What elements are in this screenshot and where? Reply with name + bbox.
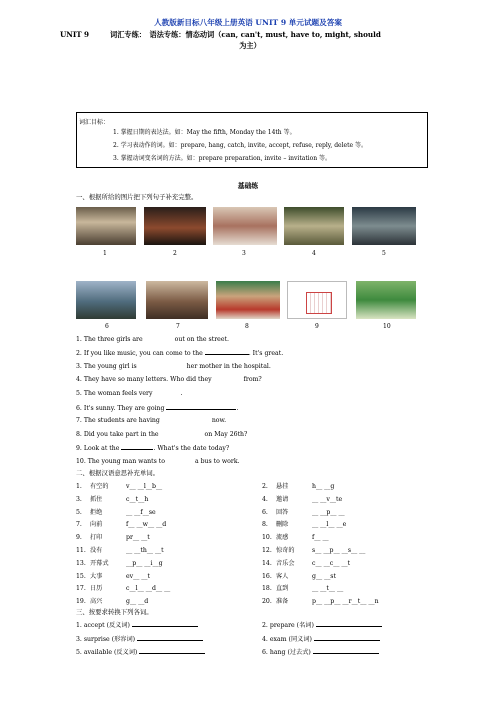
answer-blank[interactable]	[139, 647, 205, 654]
vocab-item-7: 7. 向前 f__ __w__ __d	[76, 521, 167, 529]
sentence-10: 10. The young man wants to a bus to work.	[76, 458, 240, 465]
conversion-item: 4. exam (同义词)	[262, 634, 380, 643]
blank[interactable]	[162, 416, 210, 422]
subtitle-parts: 词汇专练： 语法专练：情态动词（can, can't, must, have to, might, should	[110, 30, 381, 39]
sentence-3: 3. The young girl is her mother in the hospital.	[76, 363, 271, 370]
word-blank[interactable]: pr__ __t	[126, 534, 150, 542]
picture-cycling	[76, 281, 136, 319]
blank[interactable]	[214, 375, 242, 381]
sentence-7: 7. The students are having now.	[76, 417, 227, 424]
conversion-item: 1. accept (反义词)	[76, 620, 198, 629]
word-blank[interactable]: p__ __p__ __r__t__ __n	[312, 598, 379, 606]
blank[interactable]	[205, 348, 249, 355]
conversion-item: 5. available (反义词)	[76, 647, 205, 656]
sentence-8: 8. Did you take part in the on May 26th?	[76, 431, 248, 438]
word-blank[interactable]: h__ __g	[312, 483, 335, 490]
answer-blank[interactable]	[137, 634, 203, 641]
vocab-item-9: 9. 打印 pr__ __t	[76, 534, 150, 542]
word-blank[interactable]: c__t__h	[126, 495, 149, 503]
conversion-item: 2. prepare (名词)	[262, 620, 382, 629]
word-blank[interactable]: __ __th__ __t	[126, 547, 164, 554]
word-blank[interactable]: s__ __p__ __s__ __	[312, 547, 366, 554]
vocab-item-15: 15. 大事 ev__ __t	[76, 572, 150, 580]
picture-hospital	[213, 207, 277, 245]
vocab-goal-1: 1. 掌握日期的表达法。如：May the fifth, Monday the 14th 等。	[113, 129, 296, 136]
word-blank[interactable]: c__l__ __d__ __	[126, 585, 171, 593]
caption-9: 9	[315, 323, 319, 330]
word-blank[interactable]: __ __f__se	[126, 508, 156, 516]
blank[interactable]	[139, 362, 185, 368]
part3-title: 三、按要求转换下列各词。	[76, 608, 153, 616]
vocab-item-13: 13. 开幕式 __p__ __i__g	[76, 559, 163, 567]
conversion-item: 3. surprise (形容词)	[76, 634, 203, 643]
vocab-item-8: 8. 删除 __ __l__ __e	[262, 521, 347, 529]
vocab-item-14: 14. 音乐会 c__ __c__ __t	[262, 559, 351, 567]
unit-label: UNIT 9	[60, 30, 90, 39]
vocab-item-16: 16. 客人 g__ __st	[262, 572, 336, 580]
picture-classroom	[146, 281, 208, 319]
blank[interactable]	[154, 389, 180, 395]
caption-6: 6	[105, 323, 109, 330]
caption-2: 2	[173, 250, 177, 257]
answer-blank[interactable]	[314, 634, 380, 641]
blank[interactable]	[121, 443, 153, 450]
blank[interactable]	[166, 403, 236, 410]
subtitle-tail: 为主）	[239, 41, 261, 50]
blank[interactable]	[145, 335, 173, 341]
vocab-item-10: 10. 流感 f__ __	[262, 534, 329, 542]
answer-blank[interactable]	[316, 620, 382, 627]
vocab-item-4: 4. 邀请 __ __v__te	[262, 495, 343, 503]
word-blank[interactable]: f__ __	[312, 534, 329, 542]
document-title: 人教版新目标八年级上册英语 UNIT 9 单元试题及答案	[154, 18, 342, 27]
vocab-item-5: 5. 拒绝 __ __f__se	[76, 508, 156, 516]
vocab-heading: 词汇目标：	[79, 119, 110, 126]
vocab-item-19: 19. 高兴 g__ __d	[76, 598, 149, 606]
vocab-item-20: 20. 准备 p__ __p__ __r__t__ __n	[262, 598, 379, 606]
word-blank[interactable]: __ __v__te	[312, 495, 343, 503]
vocab-goals-box	[76, 112, 428, 168]
picture-girls-street	[76, 207, 136, 245]
sentence-5: 5. The woman feels very .	[76, 390, 183, 397]
word-blank[interactable]: __p__ __i__g	[126, 559, 163, 567]
word-blank[interactable]: f__ __w__ __d	[126, 521, 167, 529]
word-blank[interactable]: __ __t__ __	[312, 585, 344, 593]
picture-letters	[284, 207, 344, 245]
word-blank[interactable]: ev__ __t	[126, 572, 150, 580]
part1-title: 一、根据所给的图片把下列句子补充完整。	[76, 193, 198, 201]
part2-title: 二、根据汉语意思补充单词。	[76, 469, 160, 477]
vocab-item-1: 1. 有空的 v__ __l__b__	[76, 483, 163, 490]
picture-concert	[144, 207, 206, 245]
word-blank[interactable]: __ __p__ __	[312, 508, 345, 516]
word-blank[interactable]: c__ __c__ __t	[312, 559, 351, 567]
vocab-item-18: 18. 直到 __ __t__ __	[262, 585, 344, 593]
conversion-item: 6. hang (过去式)	[262, 647, 379, 656]
answer-blank[interactable]	[132, 620, 198, 627]
word-blank[interactable]: g__ __st	[312, 572, 336, 580]
vocab-item-6: 6. 回答 __ __p__ __	[262, 508, 345, 516]
picture-bus	[356, 281, 416, 319]
vocab-item-2: 2. 悬挂 h__ __g	[262, 483, 335, 490]
picture-calendar	[287, 281, 347, 319]
picture-sad-woman	[352, 207, 416, 245]
caption-7: 7	[176, 323, 180, 330]
caption-3: 3	[242, 250, 246, 257]
sentence-9: 9. Look at the . What's the date today?	[76, 445, 230, 452]
sentence-2: 2. If you like music, you can come to the . It's great.	[76, 350, 284, 357]
sentence-4: 4. They have so many letters. Who did they from?	[76, 376, 262, 383]
sentence-1: 1. The three girls are out on the street.	[76, 336, 229, 343]
document-subtitle	[60, 29, 440, 51]
vocab-item-17: 17. 日历 c__l__ __d__ __	[76, 585, 171, 593]
vocab-goal-2: 2. 学习表动作的词。如：prepare, hang, catch, invite, accept, refuse, reply, delete 等。	[113, 142, 367, 149]
caption-1: 1	[103, 250, 107, 257]
word-blank[interactable]: __ __l__ __e	[312, 521, 347, 529]
picture-opening-ceremony	[216, 281, 280, 319]
vocab-goal-3: 3. 掌握动词变名词的方法。如：prepare preparation, invite – invitation 等。	[113, 155, 332, 162]
caption-5: 5	[382, 250, 386, 257]
caption-10: 10	[383, 323, 391, 330]
vocab-item-3: 3. 抓住 c__t__h	[76, 495, 149, 503]
section-heading: 基础练	[237, 182, 259, 190]
vocab-item-12: 12. 惊奇的 s__ __p__ __s__ __	[262, 547, 366, 554]
vocab-item-11: 11. 没有 __ __th__ __t	[76, 547, 164, 554]
blank[interactable]	[167, 457, 193, 463]
word-blank[interactable]: g__ __d	[126, 598, 149, 606]
caption-8: 8	[245, 323, 249, 330]
answer-blank[interactable]	[313, 647, 379, 654]
sentence-6: 6. It's sunny. They are going .	[76, 405, 239, 412]
word-blank[interactable]: v__ __l__b__	[126, 483, 163, 490]
caption-4: 4	[312, 250, 316, 257]
blank[interactable]	[161, 430, 203, 436]
